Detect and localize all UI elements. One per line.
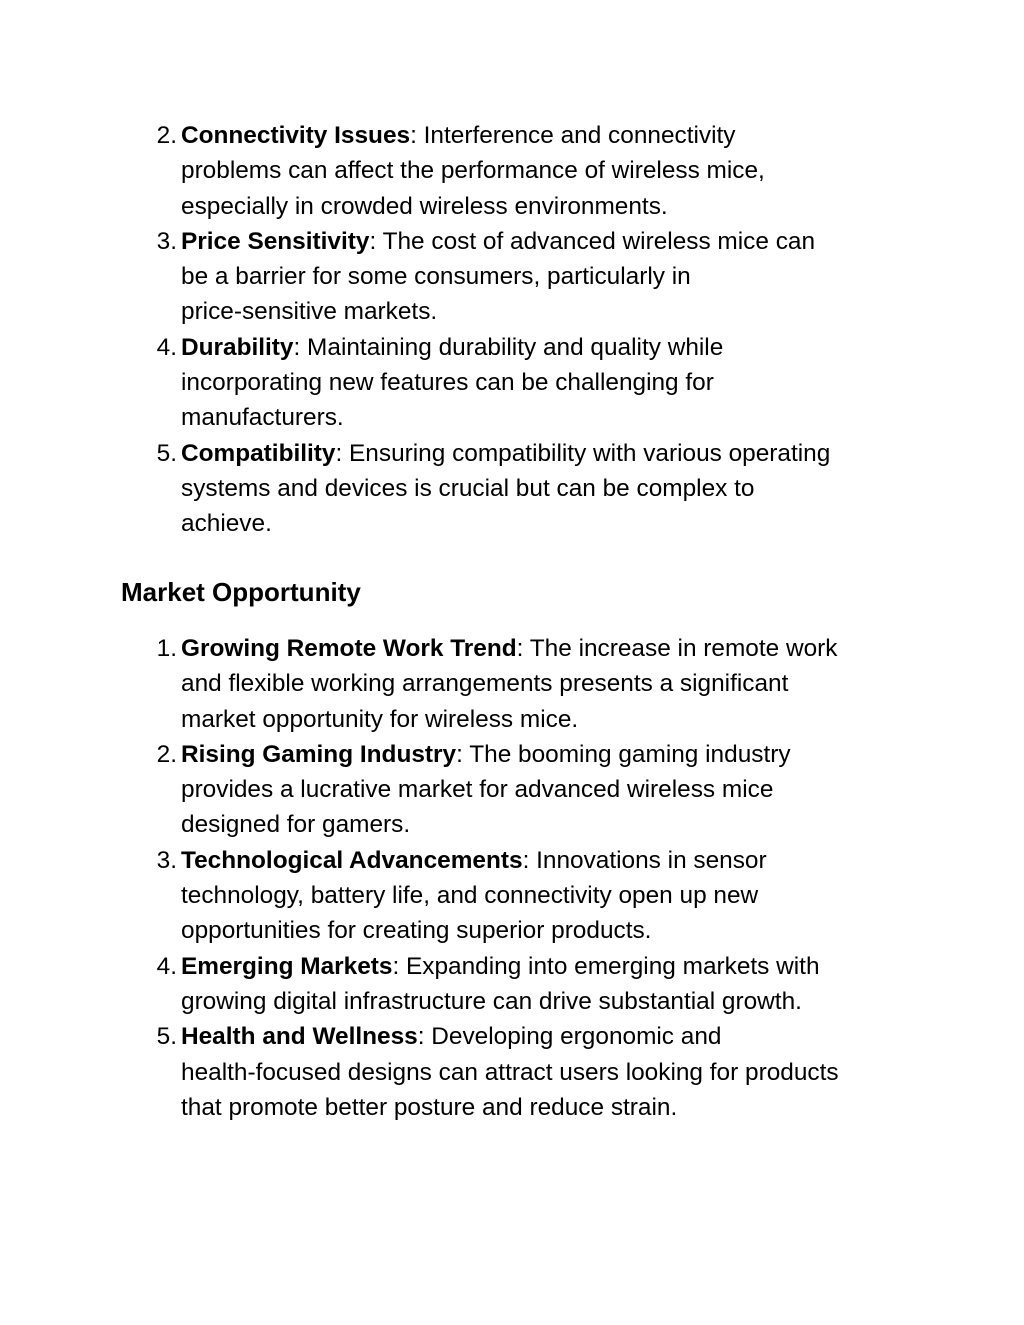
item-colon: : bbox=[335, 439, 343, 467]
list-number: 2. bbox=[156, 122, 177, 149]
challenges-list bbox=[0, 118, 906, 542]
item-term: Compatibility bbox=[181, 439, 336, 467]
item-description-line: incorporating new features can be challenging for bbox=[181, 369, 714, 397]
item-description-line: achieve. bbox=[181, 510, 272, 538]
list-item bbox=[0, 436, 906, 542]
item-colon: : bbox=[516, 635, 524, 662]
list-number: 3. bbox=[156, 227, 177, 255]
list-number: 5. bbox=[156, 1023, 177, 1051]
list-item bbox=[0, 631, 906, 737]
item-colon: : bbox=[522, 846, 530, 874]
list-number: 5. bbox=[156, 439, 177, 467]
item-description-line: market opportunity for wireless mice. bbox=[181, 705, 579, 733]
section-heading: Market Opportunity bbox=[121, 577, 361, 607]
list-item bbox=[0, 737, 906, 843]
item-description-line: The increase in remote work bbox=[523, 635, 838, 662]
list-item bbox=[0, 330, 906, 436]
item-term: Rising Gaming Industry bbox=[181, 740, 457, 768]
item-description-line: technology, battery life, and connectivity open up new bbox=[181, 882, 759, 910]
market-opportunity-list bbox=[0, 631, 906, 1125]
item-description-line: that promote better posture and reduce strain. bbox=[181, 1093, 678, 1121]
list-item bbox=[0, 118, 906, 224]
item-description-line: Interference and connectivity bbox=[416, 122, 736, 149]
item-description-line: Developing ergonomic and bbox=[424, 1023, 722, 1051]
list-number: 1. bbox=[156, 635, 177, 662]
item-description-line: Innovations in sensor bbox=[529, 846, 767, 874]
list-number: 2. bbox=[156, 740, 177, 768]
item-description-line: Maintaining durability and quality while bbox=[300, 333, 724, 361]
item-colon: : bbox=[410, 122, 417, 149]
list-item bbox=[0, 1019, 906, 1125]
item-description-line: health-focused designs can attract users looking for products bbox=[181, 1058, 839, 1086]
item-colon: : bbox=[293, 333, 301, 361]
item-description-line: growing digital infrastructure can drive substantial growth. bbox=[181, 987, 802, 1015]
item-description-line: be a barrier for some consumers, particularly in bbox=[181, 263, 691, 291]
list-number: 3. bbox=[156, 846, 177, 874]
list-item bbox=[0, 224, 906, 330]
list-item bbox=[0, 843, 906, 949]
item-description-line: manufacturers. bbox=[181, 404, 344, 432]
item-description-line: problems can affect the performance of wireless mice, bbox=[181, 157, 765, 185]
item-term: Health and Wellness bbox=[181, 1023, 418, 1051]
item-colon: : bbox=[369, 227, 377, 255]
item-description-line: Expanding into emerging markets with bbox=[399, 952, 820, 980]
item-term: Price Sensitivity bbox=[181, 227, 370, 255]
item-term: Emerging Markets bbox=[181, 952, 393, 980]
item-description-line: The cost of advanced wireless mice can bbox=[376, 227, 816, 255]
item-term: Technological Advancements bbox=[181, 846, 523, 874]
list-number: 4. bbox=[156, 333, 177, 361]
item-term: Connectivity Issues bbox=[181, 122, 411, 149]
item-description-line: especially in crowded wireless environments. bbox=[181, 192, 668, 220]
item-description-line: Ensuring compatibility with various operating bbox=[342, 439, 831, 467]
item-description-line: The booming gaming industry bbox=[462, 740, 791, 768]
item-colon: : bbox=[392, 952, 400, 980]
item-description-line: price-sensitive markets. bbox=[181, 298, 438, 326]
item-description-line: designed for gamers. bbox=[181, 811, 411, 839]
item-description-line: and flexible working arrangements presents a significant bbox=[181, 670, 789, 698]
list-number: 4. bbox=[156, 952, 177, 980]
item-description-line: provides a lucrative market for advanced wireless mice bbox=[181, 776, 774, 804]
item-description-line: systems and devices is crucial but can be complex to bbox=[181, 474, 755, 502]
item-term: Durability bbox=[181, 333, 294, 361]
item-description-line: opportunities for creating superior products. bbox=[181, 917, 652, 945]
item-colon: : bbox=[417, 1023, 425, 1051]
item-term: Growing Remote Work Trend bbox=[181, 635, 517, 662]
item-colon: : bbox=[456, 740, 463, 768]
list-item bbox=[0, 949, 906, 1020]
